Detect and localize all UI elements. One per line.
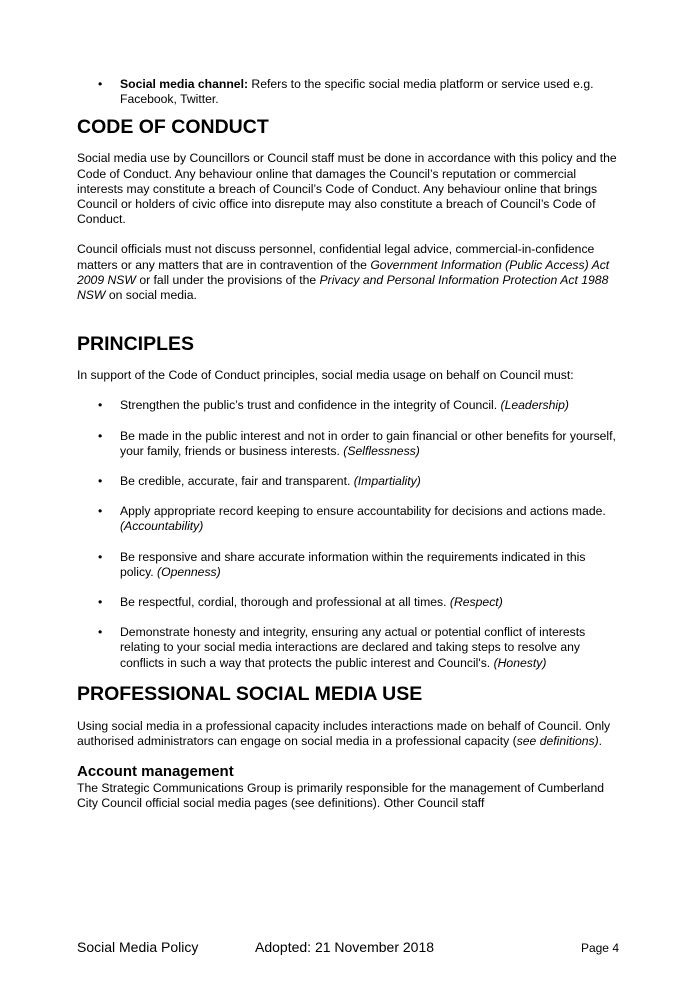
heading-account-management: Account management: [77, 763, 234, 781]
bullet-icon: •: [98, 549, 103, 564]
principle-item: • Strengthen the public’s trust and confidence in the integrity of Council. (Leadership): [77, 398, 622, 413]
bullet-icon: •: [98, 595, 103, 610]
bullet-icon: •: [98, 398, 103, 413]
principle-item: • Be credible, accurate, fair and transparent. (Impartiality): [77, 474, 622, 489]
bullet-social-media-channel: [77, 77, 622, 107]
term-label: Social media channel:: [120, 77, 249, 91]
bullet-icon: •: [98, 504, 103, 519]
principle-tag: (Selflessness): [343, 443, 420, 458]
heading-code-of-conduct: CODE OF CONDUCT: [77, 116, 269, 139]
heading-principles: PRINCIPLES: [77, 333, 195, 356]
bullet-icon: •: [98, 625, 103, 640]
principle-tag: (Openness): [157, 564, 221, 579]
page-footer: [77, 939, 622, 959]
principle-tag: (Accountability): [120, 519, 204, 534]
professional-paragraph: Using social media in a professional capacity includes interactions made on behalf of Council. Only authorised administrators can engage on social media in a professional capacity (see definitions).: [77, 718, 611, 749]
term-definition: Refers to the specific social media platform or service used e.g. Facebook, Twitter.: [120, 77, 594, 107]
principle-item: • Apply appropriate record keeping to ensure accountability for decisions and actions made. (Accountability): [77, 504, 622, 534]
principle-item: • Be respectful, cordial, thorough and professional at all times. (Respect): [77, 595, 622, 610]
principle-item: • Be made in the public interest and not in order to gain financial or other benefits for yourself, your family, friends or business interests. (Selflessness): [77, 429, 622, 459]
principle-tag: (Leadership): [500, 398, 569, 413]
footer-policy-title: Social Media Policy: [77, 939, 199, 955]
code-of-conduct-paragraph-2: Council officials must not discuss personnel, confidential legal advice, commercial-in-confidence matters or any matters that are in contravention of the Government Information (Public Access) Act 2009 NSW or fall under the provisions of the Privacy and Personal Information Protection Act 1988 NSW on social media.: [77, 242, 610, 303]
principle-item: • Be responsive and share accurate information within the requirements indicated in this policy. (Openness): [77, 550, 622, 580]
principle-tag: (Impartiality): [353, 474, 421, 489]
principle-tag: (Respect): [449, 595, 503, 610]
footer-page-number: Page 4: [580, 941, 619, 955]
footer-adopted-date: Adopted: 21 November 2018: [255, 939, 435, 955]
code-of-conduct-paragraph-1: Social media use by Councillors or Council staff must be done in accordance with this policy and the Code of Conduct. Any behaviour online that damages the Council’s reputation or commercial interests may constitute a breach of Council’s Code of Conduct. Any behaviour online that brings Council or holders of civic office into disrepute may also constitute a breach of Council’s Code of Conduct.: [77, 151, 617, 227]
document-body: [77, 77, 622, 812]
act-title: Privacy and Personal Information Protection Act 1988 NSW: [77, 272, 609, 303]
bullet-icon: •: [98, 428, 103, 443]
bullet-icon: •: [98, 474, 103, 489]
bullet-icon: •: [98, 77, 103, 91]
principle-item: • Demonstrate honesty and integrity, ensuring any actual or potential conflict of interests relating to your social media interactions are declared and taking steps to resolve any conflicts in such a way that protects the public interest and Council's. (Honesty): [77, 625, 622, 671]
account-management-paragraph: The Strategic Communications Group is primarily responsible for the management of Cumberland City Council official social media pages (see definitions). Other Council staff: [77, 781, 605, 811]
act-title: Government Information (Public Access) Act 2009 NSW: [77, 257, 610, 287]
heading-professional-social-media-use: PROFESSIONAL SOCIAL MEDIA USE: [77, 682, 423, 705]
principles-intro: In support of the Code of Conduct principles, social media usage on behalf on Council must:: [77, 368, 574, 383]
principle-tag: (Honesty): [493, 655, 547, 670]
